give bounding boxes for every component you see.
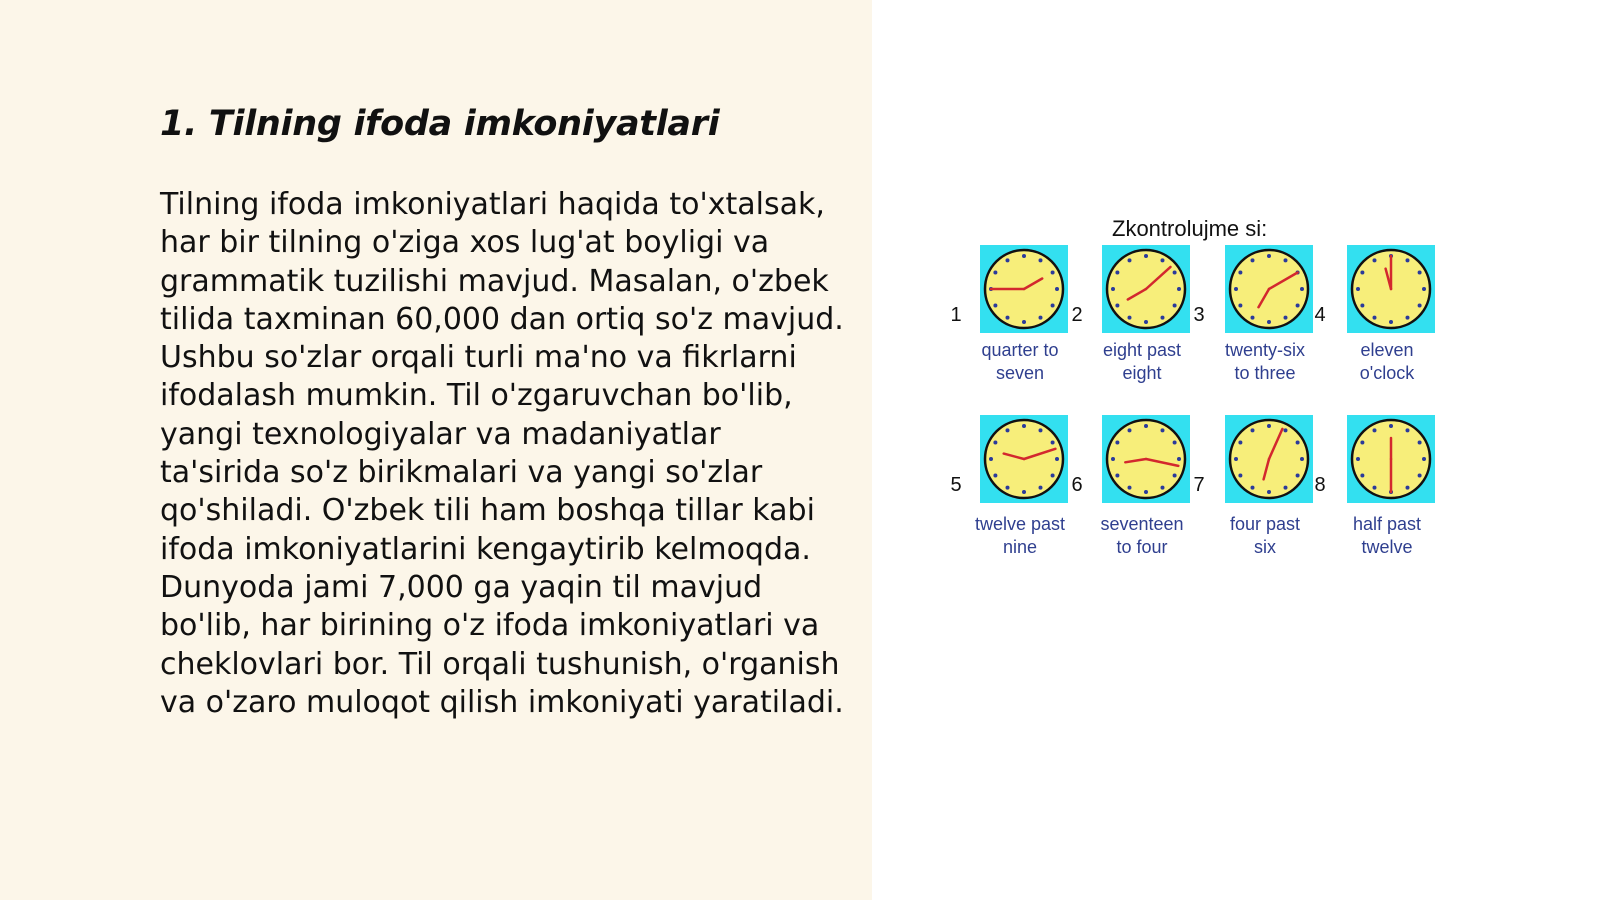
hour-dot [1006,316,1010,320]
hour-dot [1406,316,1410,320]
hour-dot [1251,258,1255,262]
hour-dot [1296,304,1300,308]
hour-dot [1144,424,1148,428]
clock-6[interactable] [1071,415,1190,557]
hour-dot [1356,287,1360,291]
hour-dot [993,271,997,275]
hour-dot [1422,457,1426,461]
clock-2[interactable] [1071,245,1190,383]
hour-dot [1051,441,1055,445]
body-line: grammatik tuzilishi mavjud. Masalan, o'zbek [160,263,829,299]
body-line: ta'sirida so'z birikmalari va yangi so'zlar [160,455,763,491]
clock-caption: twelve past [974,514,1066,534]
hour-dot [1173,474,1177,478]
clock-caption: seventeen [1100,514,1184,534]
clock-number: 3 [1193,304,1205,326]
hour-dot [1128,428,1132,432]
hour-dot [1055,457,1059,461]
body-line: ifoda imkoniyatlarini kengaytirib kelmoqda. [160,531,811,567]
hour-dot [1373,428,1377,432]
clock-caption: twenty-six [1224,340,1306,360]
hour-dot [1234,457,1238,461]
clock-caption: four past [1229,514,1301,534]
body-line: Dunyoda jami 7,000 ga yaqin til mavjud [160,569,763,605]
body-line: va o'zaro muloqot qilish imkoniyati yaratiladi. [160,684,844,720]
hour-dot [1418,304,1422,308]
hour-dot [993,304,997,308]
hour-dot [1144,320,1148,324]
hour-dot [1161,316,1165,320]
clock-caption: o'clock [1359,363,1415,383]
hour-dot [1300,457,1304,461]
clock-caption: to four [1116,537,1168,557]
hour-dot [1111,287,1115,291]
hour-dot [1360,441,1364,445]
hour-dot [1356,457,1360,461]
hour-dot [1022,490,1026,494]
hour-dot [1234,287,1238,291]
hour-dot [1267,320,1271,324]
hour-dot [1006,486,1010,490]
hour-dot [1389,320,1393,324]
hour-dot [1006,258,1010,262]
hour-dot [1418,271,1422,275]
body-line: Tilning ifoda imkoniyatlari haqida to'xtalsak, [160,187,825,222]
figure-title: Zkontrolujme si: [1112,216,1268,241]
hour-dot [1373,258,1377,262]
body-line: har bir tilning o'ziga xos lug'at boyligi va [160,225,770,261]
hour-dot [1039,486,1043,490]
body-paragraph [160,186,850,722]
hour-dot [1251,428,1255,432]
clock-number: 5 [950,474,962,496]
hour-dot [1373,486,1377,490]
clock-number: 8 [1314,474,1326,496]
hour-dot [1161,258,1165,262]
hour-dot [1055,287,1059,291]
hour-dot [1418,474,1422,478]
hour-dot [1006,428,1010,432]
body-line: ifodalash mumkin. Til o'zgaruvchan bo'lib, [160,378,793,414]
hour-dot [1039,316,1043,320]
hour-dot [1144,254,1148,258]
hour-dot [1238,304,1242,308]
hour-dot [1039,258,1043,262]
body-line: yangi texnologiyalar va madaniyatlar [160,416,721,452]
hour-dot [1161,486,1165,490]
hour-dot [1360,474,1364,478]
hour-dot [1422,287,1426,291]
clock-caption: eight past [1102,340,1182,360]
clock-caption: to three [1234,363,1296,383]
clock-caption: nine [1002,537,1038,557]
hour-dot [1173,304,1177,308]
hour-dot [1238,271,1242,275]
hour-dot [1389,424,1393,428]
body-line: tilida taxminan 60,000 dan ortiq so'z mavjud. [160,301,844,337]
hour-dot [1406,428,1410,432]
clock-number: 4 [1314,304,1326,326]
hour-dot [1284,428,1288,432]
clock-number: 2 [1071,304,1083,326]
hour-dot [989,457,993,461]
clock-number: 7 [1193,474,1205,496]
hour-dot [993,474,997,478]
hour-dot [1267,254,1271,258]
clock-1[interactable] [950,245,1068,383]
hour-dot [1238,474,1242,478]
body-line: qo'shiladi. O'zbek tili ham boshqa tillar kabi [160,493,815,529]
hour-dot [1360,304,1364,308]
hour-dot [1360,271,1364,275]
hour-dot [1267,490,1271,494]
hour-dot [1296,441,1300,445]
hour-dot [1251,486,1255,490]
hour-dot [1144,490,1148,494]
hour-dot [993,441,997,445]
clock-number: 6 [1071,474,1083,496]
hour-dot [1051,304,1055,308]
hour-dot [1051,474,1055,478]
hour-dot [1238,441,1242,445]
hour-dot [1128,486,1132,490]
hour-dot [1161,428,1165,432]
hour-dot [1039,428,1043,432]
clock-caption: eleven [1360,340,1414,360]
hour-dot [1406,258,1410,262]
clock-caption: half past [1352,514,1422,534]
hour-dot [1406,486,1410,490]
slide-title: 1. Tilning ifoda imkoniyatlari [160,104,720,144]
clock-4[interactable] [1314,245,1435,383]
body-line: Ushbu so'zlar orqali turli ma'no va fikrlarni [160,340,797,376]
clock-caption: six [1254,537,1276,557]
hour-dot [1111,457,1115,461]
hour-dot [1115,271,1119,275]
hour-dot [1284,316,1288,320]
clock-caption: eight [1122,363,1162,383]
hour-dot [1418,441,1422,445]
clock-grid [950,245,1435,557]
clock-caption: twelve [1361,537,1413,557]
hour-dot [1284,486,1288,490]
hour-dot [1284,258,1288,262]
hour-dot [1373,316,1377,320]
hour-dot [1051,271,1055,275]
hour-dot [1300,287,1304,291]
hour-dot [1115,304,1119,308]
body-line: bo'lib, har birining o'z ifoda imkoniyatlari va [160,608,820,644]
hour-dot [1251,316,1255,320]
hour-dot [1267,424,1271,428]
clock-caption: quarter to [981,340,1059,360]
clock-caption: seven [995,363,1045,383]
hour-dot [1173,441,1177,445]
hour-dot [1128,316,1132,320]
hour-dot [1173,271,1177,275]
clock-5[interactable] [950,415,1068,557]
body-line: cheklovlari bor. Til orqali tushunish, o'rganish [160,646,840,682]
hour-dot [1177,287,1181,291]
clock-8[interactable] [1314,415,1435,557]
hour-dot [1022,424,1026,428]
hour-dot [1115,474,1119,478]
clock-number: 1 [950,304,962,326]
hour-dot [1022,254,1026,258]
clock-3[interactable] [1193,245,1313,383]
hour-dot [1296,474,1300,478]
hour-dot [1115,441,1119,445]
hour-dot [1022,320,1026,324]
clock-7[interactable] [1193,415,1313,557]
hour-dot [1128,258,1132,262]
hour-dot [1177,457,1181,461]
